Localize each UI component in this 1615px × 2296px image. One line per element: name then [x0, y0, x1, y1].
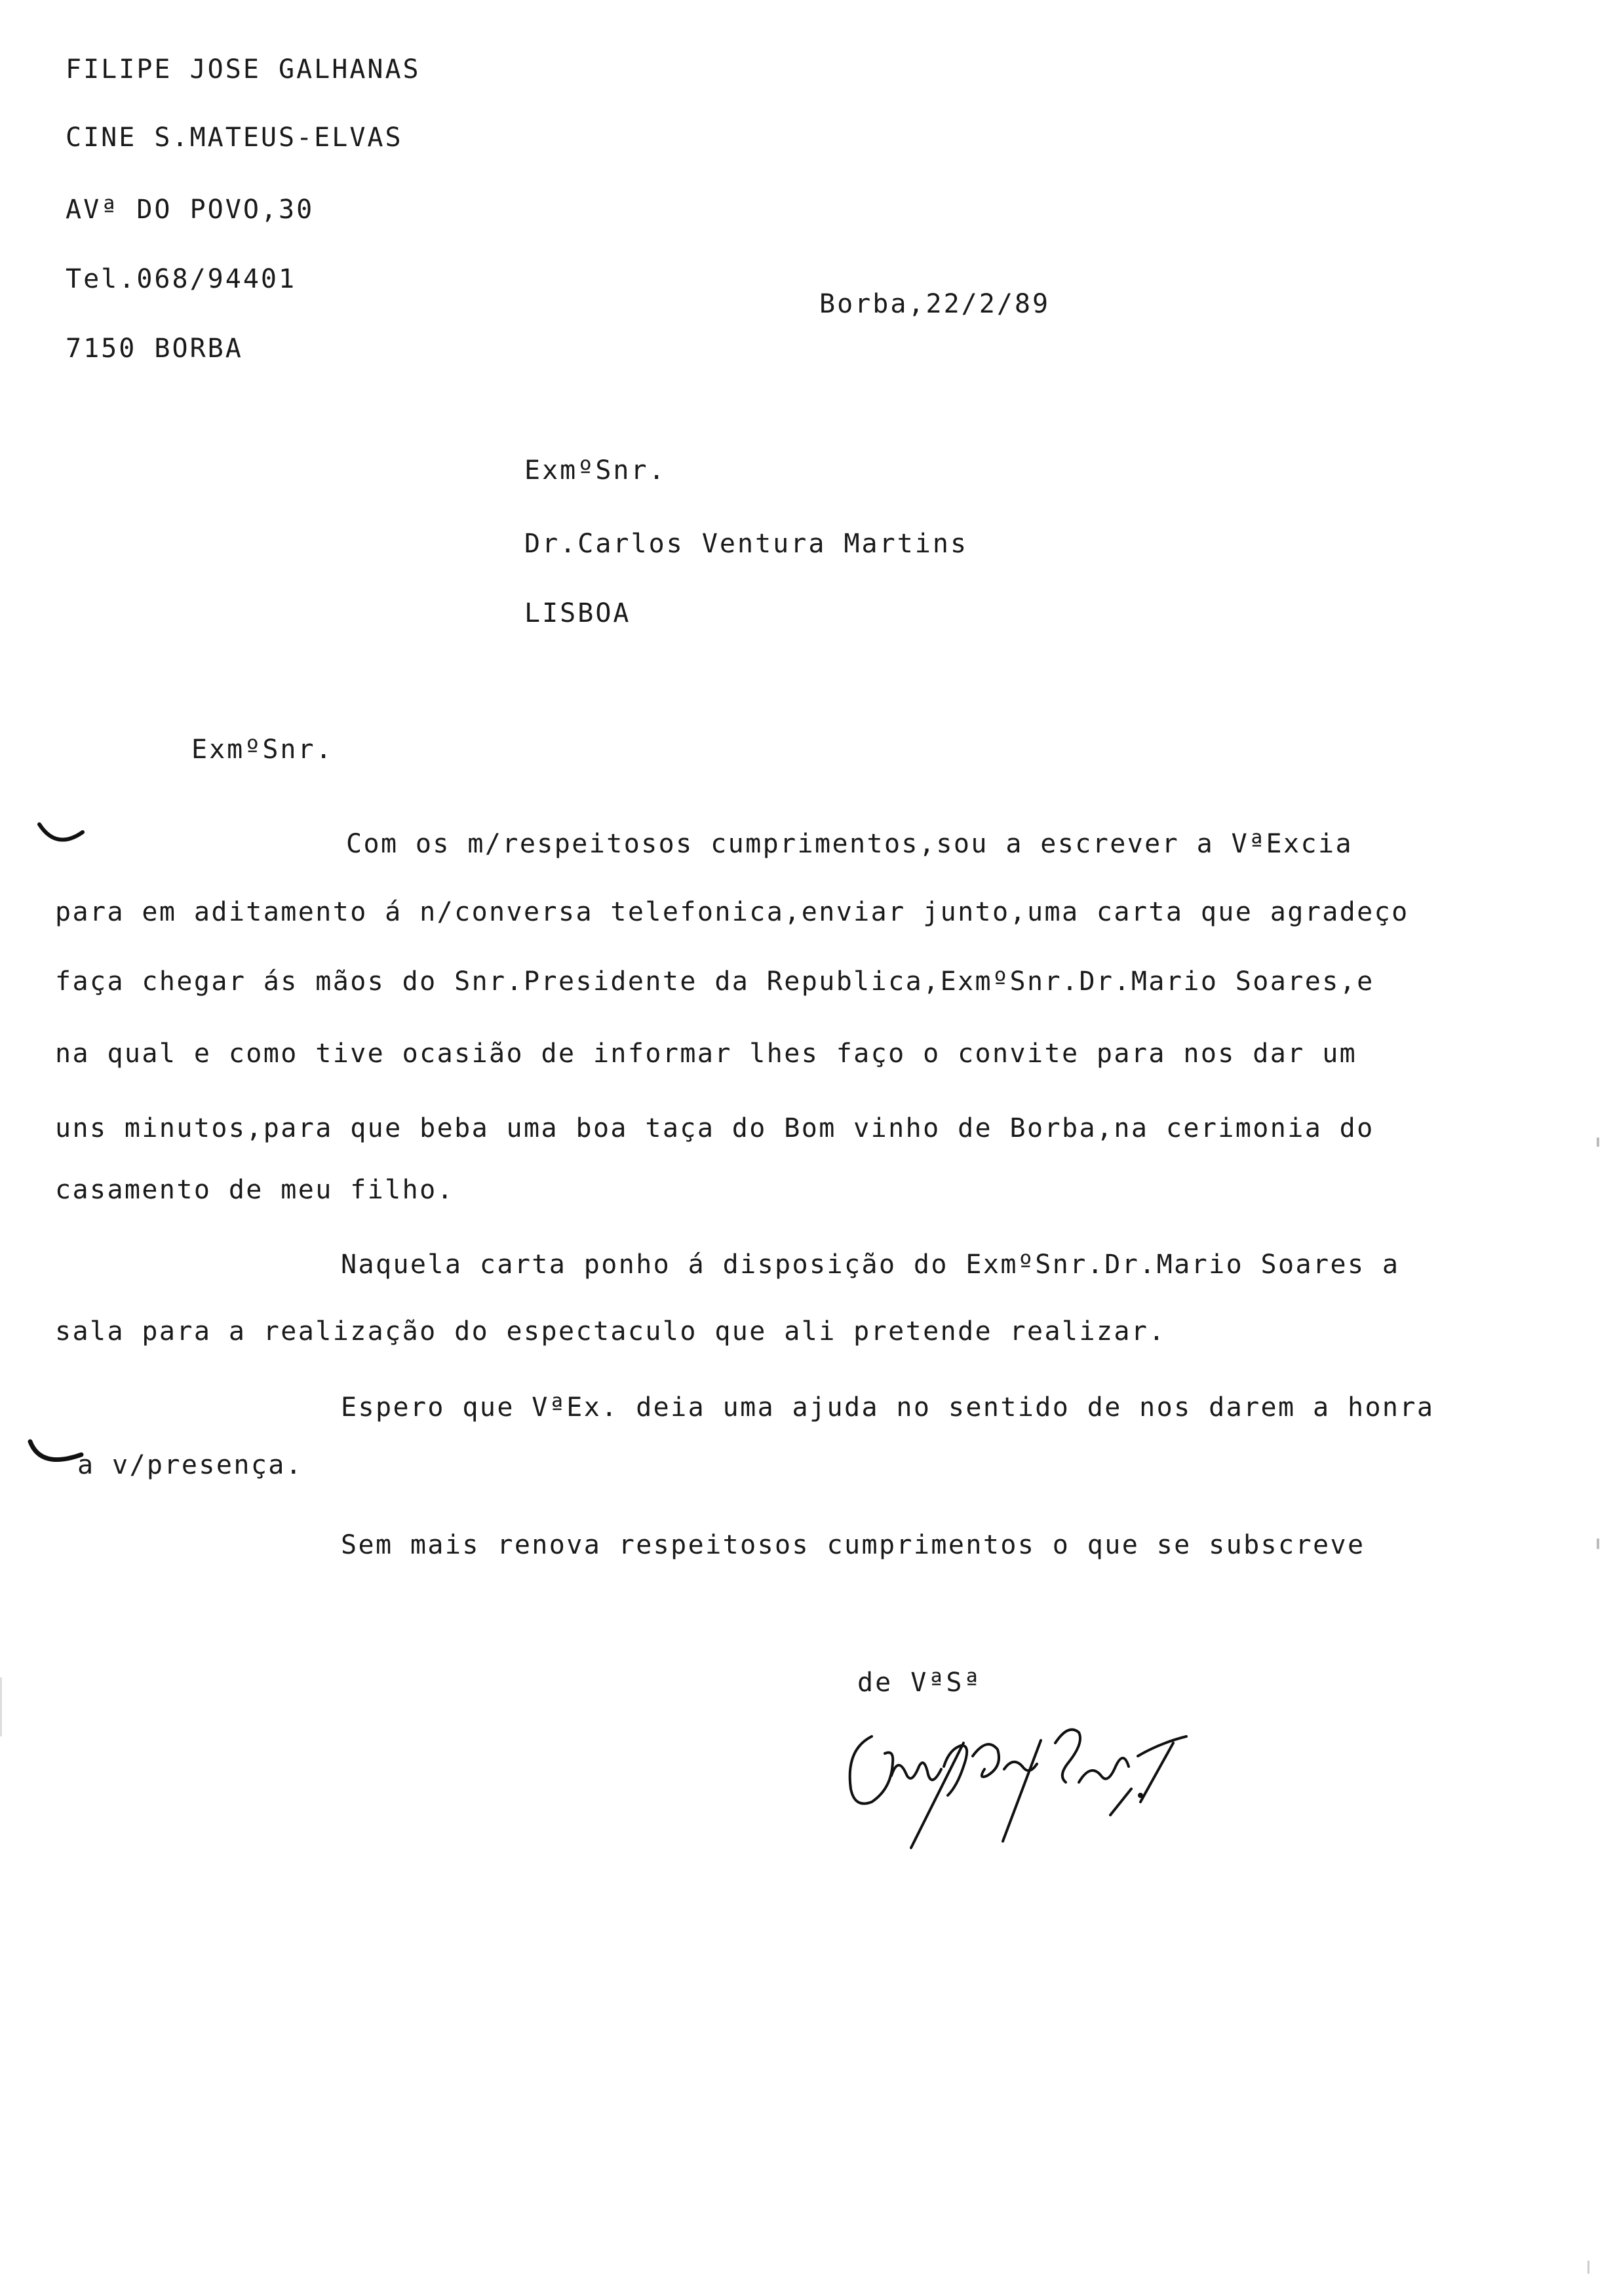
body-line: sala para a realização do espectaculo que ali pretende realizar.	[55, 1316, 1166, 1347]
binder-hole-mark-top	[37, 822, 87, 848]
handwritten-signature	[832, 1704, 1226, 1854]
sender-name: FILIPE JOSE GALHANAS	[66, 54, 421, 85]
date-line: Borba,22/2/89	[819, 289, 1051, 319]
binder-hole-mark-bottom	[26, 1439, 85, 1468]
body-line: na qual e como tive ocasião de informar lhes faço o convite para nos dar um	[55, 1039, 1357, 1069]
body-line: a v/presença.	[77, 1450, 303, 1480]
scan-speck	[1597, 1138, 1599, 1147]
body-line: casamento de meu filho.	[55, 1175, 455, 1205]
recipient-city: LISBOA	[524, 598, 631, 628]
body-line: para em aditamento á n/conversa telefonica,enviar junto,uma carta que agradeço	[55, 897, 1409, 927]
body-line: Com os m/respeitosos cumprimentos,sou a escrever a VªExcia	[346, 829, 1353, 859]
closing: de VªSª	[857, 1668, 982, 1698]
scan-speck	[0, 1677, 2, 1736]
body-line: faça chegar ás mãos do Snr.Presidente da Republica,ExmºSnr.Dr.Mario Soares,e	[55, 966, 1374, 997]
scan-speck	[1587, 2261, 1589, 2274]
body-line: Espero que VªEx. deia uma ajuda no sentido de nos darem a honra	[341, 1392, 1435, 1423]
sender-business: CINE S.MATEUS-ELVAS	[66, 123, 403, 153]
body-line: Sem mais renova respeitosos cumprimentos o que se subscreve	[341, 1530, 1365, 1560]
body-line: Naquela carta ponho á disposição do ExmºSnr.Dr.Mario Soares a	[341, 1250, 1400, 1280]
scan-speck	[1597, 1539, 1599, 1549]
body-line: uns minutos,para que beba uma boa taça do Bom vinho de Borba,na cerimonia do	[55, 1113, 1374, 1143]
recipient-name: Dr.Carlos Ventura Martins	[524, 529, 969, 559]
sender-street: AVª DO POVO,30	[66, 195, 315, 225]
sender-postal: 7150 BORBA	[66, 334, 243, 364]
sender-phone: Tel.068/94401	[66, 264, 297, 294]
greeting: ExmºSnr.	[191, 735, 334, 765]
recipient-salutation: ExmºSnr.	[524, 455, 667, 486]
